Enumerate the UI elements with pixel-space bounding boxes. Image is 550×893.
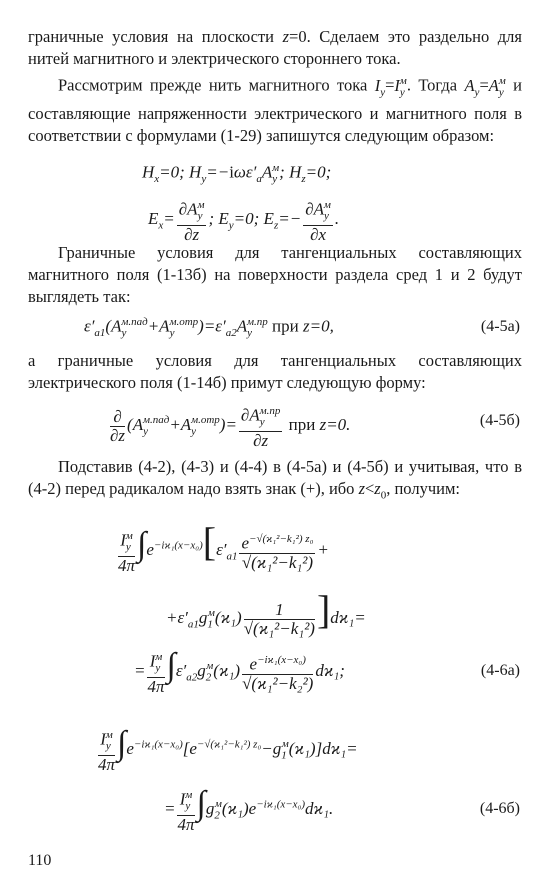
paragraph-3: Граничные условия для тангенциальных составляющих магнитного поля (1-13б) на поверхности раздела сред 1 и 2 будут выглядеть так: <box>28 243 522 306</box>
equation-h: $H_x=0$; $H_y=-i\omega\varepsilon'_aA_y^м$; $H_z=0$; <box>142 162 332 186</box>
equation-4-6a-line-3: = $\frac{I_y^м}{4\pi}$ $\int\varepsilon'_{a2}g_2^м(ϰ_1)$ $\frac{e^{-iϰ_1(x-x_0)}}{\text{√(ϰ₁²−k₂²)}}$ dϰ₁; <box>134 646 345 697</box>
equation-4-5b: $\frac{\partial}{\partial z}$ $(A_y^{м.пад}+A_y^{м.отр})=$ $\frac{\partial A_y^{м.пр}}{\partial z}$ при z=0. <box>108 402 350 450</box>
paragraph-4: а граничные условия для тангенциальных составляющих электрического поля (1-14б) примут следующую форму: <box>28 351 522 392</box>
page-number: 110 <box>28 852 52 869</box>
equation-4-6b-line-2: = $\frac{I_y^м}{4\pi}$ $\int g_2^м(ϰ_1)e^{-iϰ_1(x-x_0)}dϰ_1$. <box>164 784 334 835</box>
paragraph-1: граничные условия на плоскости z=0. Сделаем это раздельно для нитей магнитного и электрического стороннего тока. <box>28 27 523 68</box>
paragraph-2: Рассмотрим прежде нить магнитного тока $I_y=I_y^м$. Тогда $A_y=A_y^м$ и составляющие напряженности электрического и магнитного поля в соответствии с формулами (1-29) запишутся следующим образом: <box>28 75 522 145</box>
paragraph-5: Подставив (4-2), (4-3) и (4-4) в (4-5а) и (4-5б) и учитывая, что в (4-2) перед радикалом надо взять знак (+), ибо $z<z_0$, получим: <box>28 457 522 502</box>
equation-4-6a-line-2: $+\varepsilon'_{a1}g_1^м(ϰ_1)$ $\frac{1}{\text{√(ϰ₁²−k₁²)}}$ ]dϰ₁= <box>166 587 366 638</box>
equation-number-4-6a: (4-6а) <box>480 662 520 679</box>
equation-e: $E_x=$ $\frac{\partial A_y^м}{\partial z}$ ; $E_y=0$; $E_z=-$ $\frac{\partial A_y^м}{\partial x}$ . <box>148 196 339 244</box>
equation-number-4-6b: (4-6б) <box>479 800 520 817</box>
equation-4-5a: $\varepsilon'_{a1}(A_y^{м.пад}+A_y^{м.отр})=\varepsilon'_{a2}A_y^{м.пр}$ при z=0, <box>84 316 334 340</box>
equation-4-6b-line-1: $\frac{I_y^м}{4\pi}$ $\int e^{-iϰ_1(x-x_0)}[e^{-√(ϰ_1^2-k_1^2) z_0}-g_1^м(ϰ_1)]dϰ_1=$ <box>98 724 358 775</box>
equation-number-4-5b: (4-5б) <box>479 412 520 429</box>
equation-number-4-5a: (4-5а) <box>480 318 520 335</box>
equation-4-6a-line-1: $\frac{I_y^м}{4\pi}$ $\int e^{-iϰ_1(x-x_0)}[\varepsilon'_{a1}$ $\frac{e^{-√(ϰ_1^2-k_1^2) z_0}}{\text{√(ϰ₁²−k₁²)}}$ + <box>118 519 329 576</box>
